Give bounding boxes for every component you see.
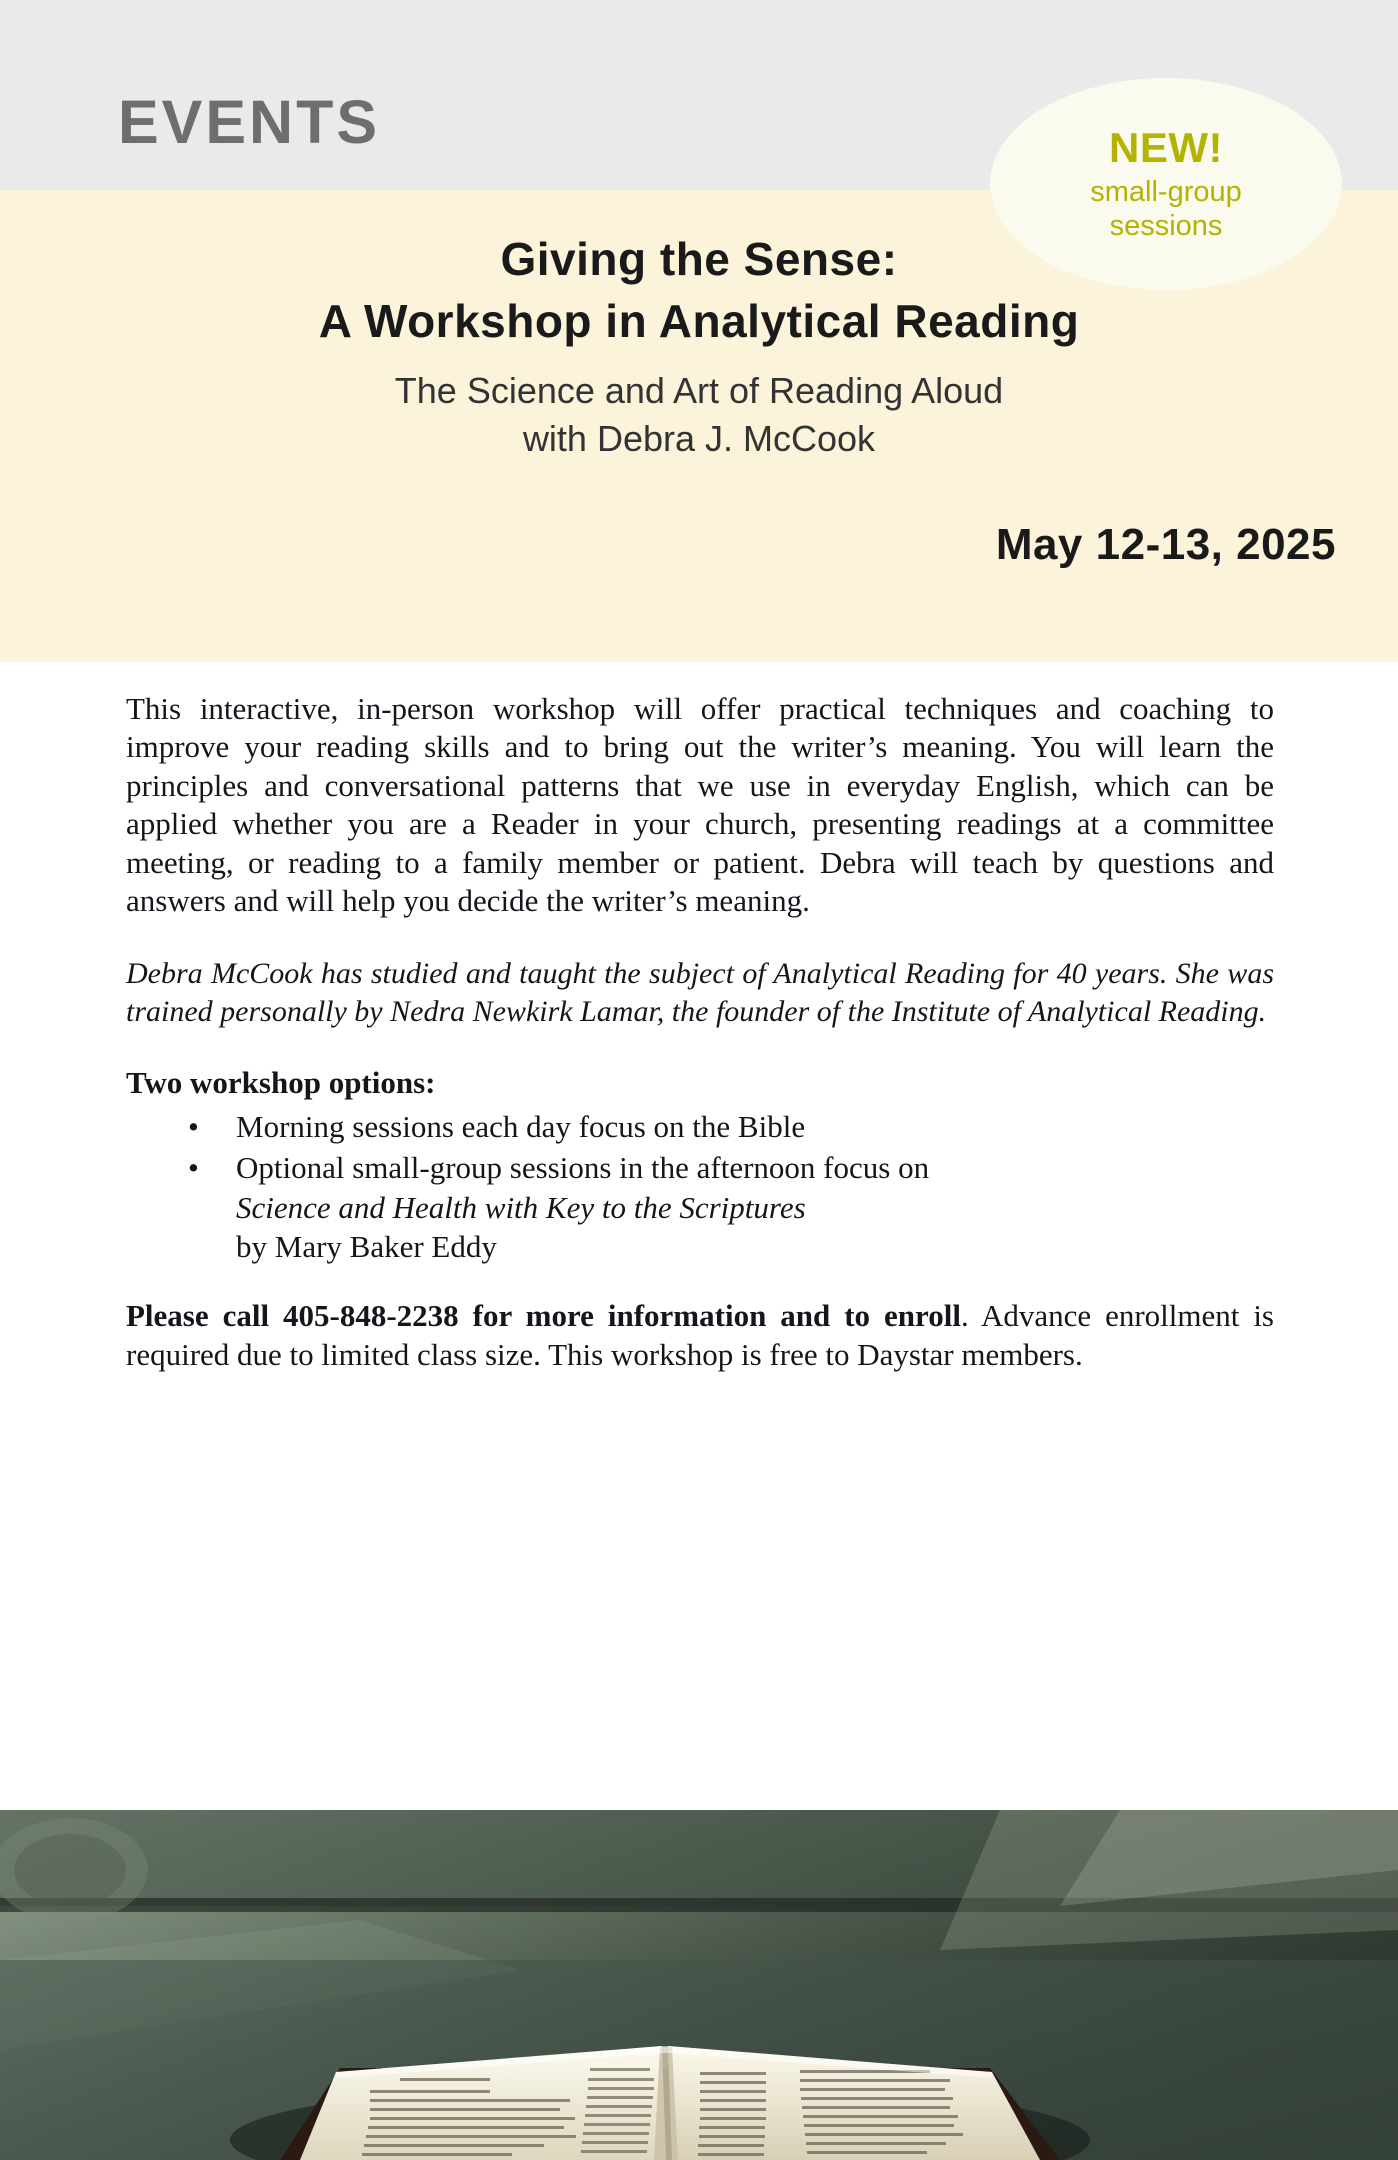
description-paragraph: This interactive, in-person workshop will offer practical techniques and coaching to improve your reading skills and to bring out the writer’s meaning. You will learn the principles and conversational patterns that we use in everyday English, which can be applied whether you are a Reader in your church, presenting readings at a committee meeting, or reading to a family member or patient. Debra will teach by questions and answers and will help you decide the writer’s meaning. xyxy=(126,691,1274,919)
page-title: EVENTS xyxy=(118,88,381,156)
option-text: Optional small-group sessions in the afternoon focus on xyxy=(236,1150,930,1186)
bible-photo xyxy=(0,1810,1398,2160)
bible-photo-illustration xyxy=(0,1810,1398,2160)
options-list xyxy=(126,1107,1274,1265)
list-item xyxy=(126,1107,1274,1146)
workshop-presenter: with Debra J. McCook xyxy=(522,418,876,459)
badge-subtext-line1: small-group xyxy=(1090,175,1242,208)
badge-headline: NEW! xyxy=(1109,123,1223,171)
enrollment-paragraph xyxy=(126,1296,1274,1374)
workshop-dates: May 12-13, 2025 xyxy=(995,520,1336,569)
option-text: Morning sessions each day focus on the Bible xyxy=(236,1109,806,1145)
enrollment-call-rest: . Advance enrollment is required due to limited class size. This workshop is free to Daystar members. xyxy=(126,1297,1274,1372)
bio-paragraph: Debra McCook has studied and taught the subject of Analytical Reading for 40 years. She was trained personally by Nedra Newkirk Lamar, the founder of the Institute of Analytical Reading. xyxy=(126,956,1274,1029)
options-heading: Two workshop options: xyxy=(126,1065,436,1101)
body-content xyxy=(126,690,1274,1374)
option-author: by Mary Baker Eddy xyxy=(236,1228,497,1264)
option-italic-title: Science and Health with Key to the Scriptures xyxy=(236,1189,806,1225)
badge-subtext xyxy=(1090,175,1242,243)
list-item xyxy=(126,1148,1274,1265)
enrollment-call-bold: Please call 405-848-2238 for more information and to enroll xyxy=(126,1297,961,1333)
new-sessions-badge xyxy=(990,78,1342,290)
badge-subtext-line2: sessions xyxy=(1109,210,1223,243)
workshop-title-line2: A Workshop in Analytical Reading xyxy=(318,295,1080,347)
workshop-subtitle: The Science and Art of Reading Aloud xyxy=(394,370,1004,411)
workshop-title-line1: Giving the Sense: xyxy=(500,233,898,285)
